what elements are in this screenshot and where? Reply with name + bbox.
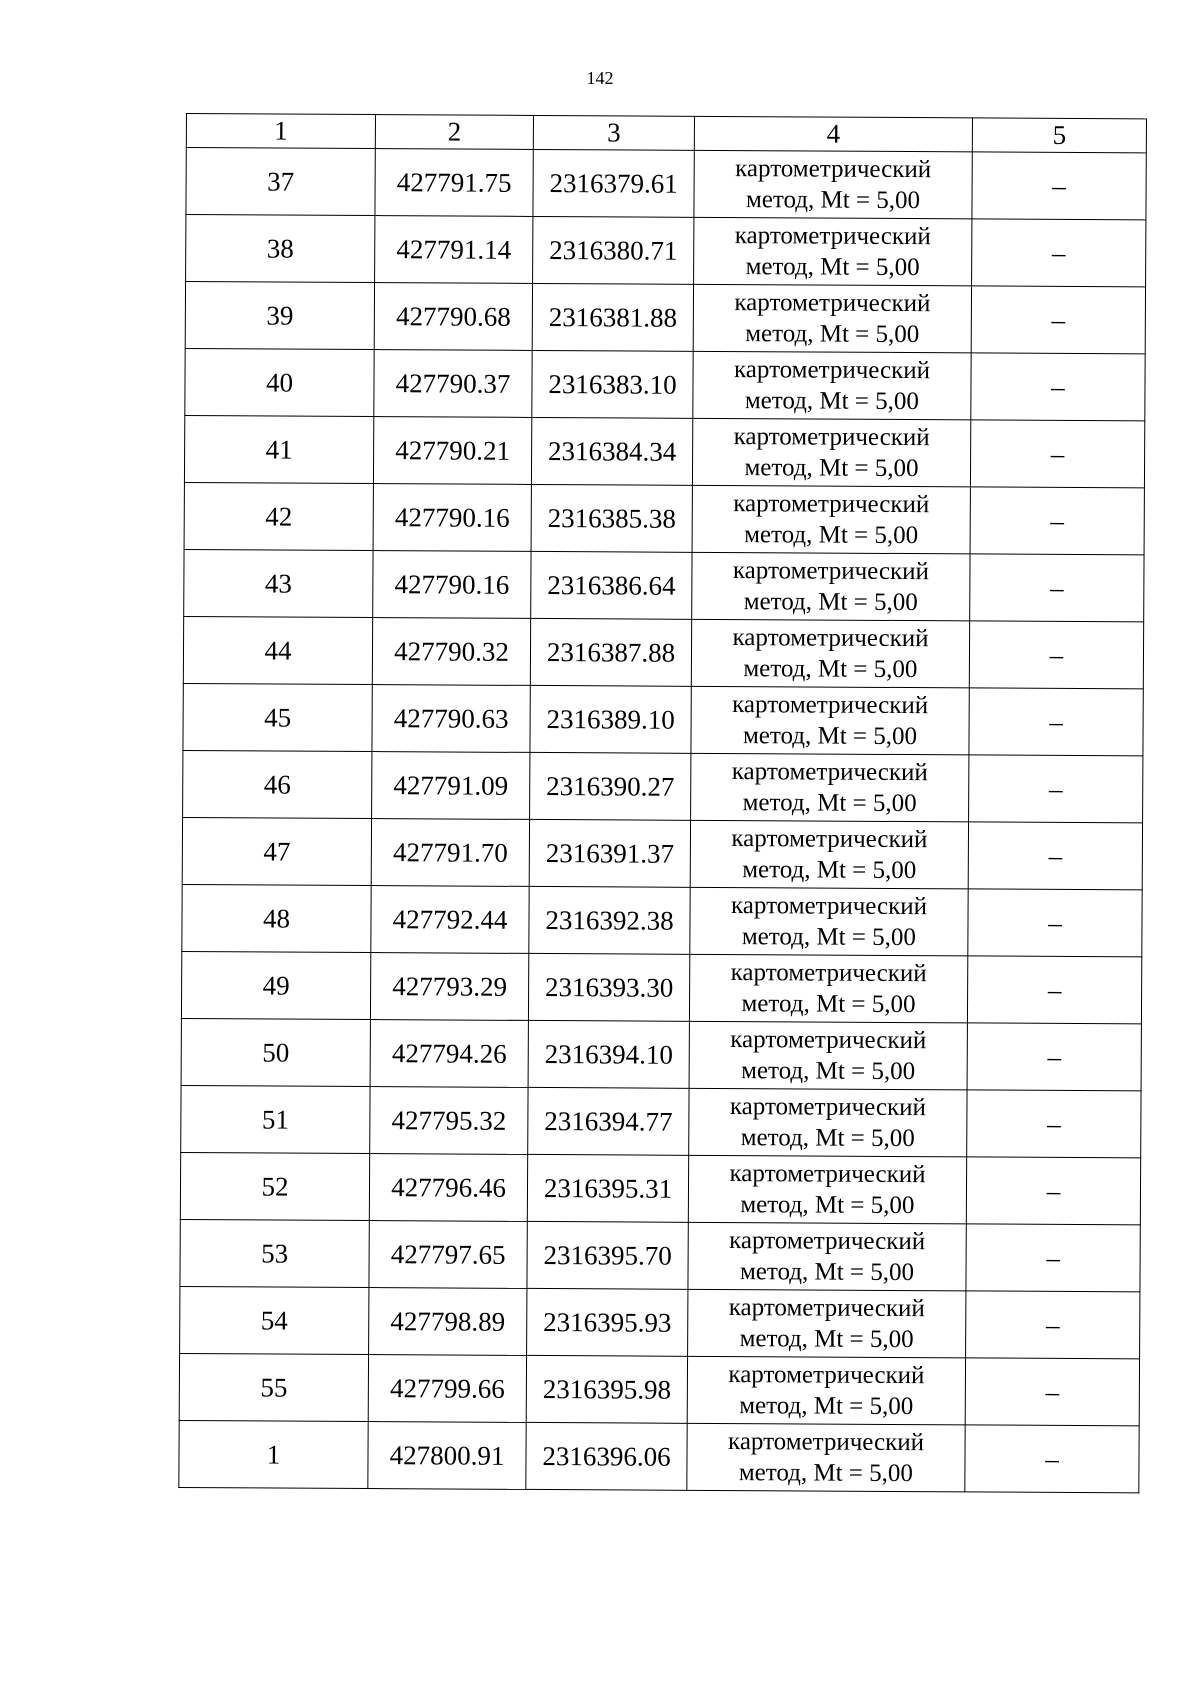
y-coordinate-cell: 2316395.31	[527, 1154, 688, 1222]
method-cell	[694, 217, 972, 286]
point-number-cell: 38	[186, 215, 375, 283]
method-line-1: картометрический	[730, 959, 927, 988]
method-cell	[693, 284, 971, 353]
header-cell-1: 1	[186, 114, 375, 149]
x-coordinate-cell: 427796.46	[369, 1154, 527, 1222]
method-line-2: метод, Mt = 5,00	[745, 320, 920, 349]
x-coordinate-cell: 427791.14	[375, 216, 533, 284]
point-number-cell: 41	[184, 415, 373, 483]
table-row	[185, 282, 1145, 354]
method-line-1: картометрический	[729, 1160, 926, 1189]
table-row	[180, 1286, 1140, 1358]
method-cell	[687, 1423, 965, 1492]
method-line-1: картометрический	[728, 1428, 925, 1457]
method-line-1: картометрический	[732, 624, 929, 653]
point-number-cell: 39	[185, 282, 374, 350]
method-line-2: метод, Mt = 5,00	[742, 722, 918, 751]
method-line-2: метод, Mt = 5,00	[744, 387, 919, 416]
y-coordinate-cell: 2316395.93	[527, 1288, 688, 1356]
point-number-cell: 48	[182, 884, 371, 952]
x-coordinate-cell: 427791.75	[375, 149, 533, 217]
note-cell: –	[971, 353, 1145, 421]
note-cell: –	[967, 1090, 1141, 1158]
method-cell	[691, 619, 969, 688]
method-cell	[694, 150, 972, 219]
point-number-cell: 47	[182, 817, 371, 885]
point-number-cell: 49	[181, 951, 370, 1019]
x-coordinate-cell: 427791.09	[372, 752, 530, 820]
method-cell	[692, 485, 970, 554]
note-cell: –	[969, 621, 1143, 689]
x-coordinate-cell: 427798.89	[369, 1288, 527, 1356]
table-row	[183, 616, 1143, 688]
note-cell: –	[966, 1224, 1140, 1292]
table-row	[185, 348, 1145, 420]
note-cell: –	[965, 1425, 1139, 1493]
point-number-cell: 43	[184, 549, 373, 617]
method-line-1: картометрический	[728, 1361, 925, 1390]
note-cell: –	[966, 1157, 1140, 1225]
point-number-cell: 53	[180, 1219, 369, 1287]
point-number-cell: 40	[185, 348, 374, 416]
table-row	[186, 215, 1146, 287]
point-number-cell: 1	[179, 1420, 368, 1488]
method-cell	[691, 686, 969, 755]
method-line-2: метод, Mt = 5,00	[745, 253, 920, 282]
method-line-2: метод, Mt = 5,00	[743, 588, 918, 617]
x-coordinate-cell: 427793.29	[370, 953, 528, 1021]
header-row	[186, 114, 1146, 153]
point-number-cell: 55	[179, 1353, 368, 1421]
y-coordinate-cell: 2316380.71	[533, 216, 694, 284]
method-cell	[691, 753, 969, 822]
y-coordinate-cell: 2316385.38	[531, 484, 692, 552]
x-coordinate-cell: 427799.66	[368, 1355, 526, 1423]
table-row	[182, 884, 1142, 956]
method-cell	[688, 1222, 966, 1291]
x-coordinate-cell: 427790.32	[372, 618, 530, 686]
y-coordinate-cell: 2316395.98	[526, 1355, 687, 1423]
table-row	[184, 415, 1144, 487]
table-row	[181, 1085, 1141, 1157]
method-line-1: картометрический	[731, 825, 928, 854]
table-row	[181, 951, 1141, 1023]
method-line-1: картометрический	[734, 222, 931, 251]
method-line-1: картометрический	[730, 1026, 927, 1055]
point-number-cell: 46	[183, 750, 372, 818]
method-cell	[689, 1088, 967, 1157]
method-cell	[692, 552, 970, 621]
method-line-1: картометрический	[729, 1227, 926, 1256]
x-coordinate-cell: 427790.37	[374, 350, 532, 418]
method-line-1: картометрический	[728, 1294, 925, 1323]
method-line-2: метод, Mt = 5,00	[742, 856, 917, 885]
note-cell: –	[965, 1358, 1139, 1426]
method-line-2: метод, Mt = 5,00	[741, 923, 916, 952]
x-coordinate-cell: 427790.68	[374, 283, 532, 351]
method-line-2: метод, Mt = 5,00	[740, 1124, 915, 1153]
header-cell-3: 3	[533, 115, 694, 150]
y-coordinate-cell: 2316381.88	[532, 283, 693, 351]
method-line-2: метод, Mt = 5,00	[739, 1258, 915, 1287]
point-number-cell: 51	[181, 1085, 370, 1153]
table-body	[179, 148, 1146, 1493]
coordinates-table	[178, 113, 1147, 1493]
note-cell: –	[969, 688, 1143, 756]
point-number-cell: 44	[183, 616, 372, 684]
table-row	[181, 1018, 1141, 1090]
point-number-cell: 37	[186, 148, 375, 216]
method-line-2: метод, Mt = 5,00	[744, 521, 919, 550]
method-line-1: картометрический	[732, 557, 930, 586]
note-cell: –	[972, 219, 1146, 287]
note-cell: –	[967, 1023, 1141, 1091]
y-coordinate-cell: 2316387.88	[530, 618, 691, 686]
method-cell	[688, 1289, 966, 1358]
note-cell: –	[970, 487, 1144, 555]
x-coordinate-cell: 427797.65	[369, 1221, 527, 1289]
method-line-1: картометрический	[733, 423, 930, 452]
note-cell: –	[971, 286, 1145, 354]
point-number-cell: 45	[183, 683, 372, 751]
note-cell: –	[969, 755, 1143, 823]
method-line-2: метод, Mt = 5,00	[743, 655, 918, 684]
table-row	[184, 482, 1144, 554]
page-number: 142	[586, 68, 614, 88]
y-coordinate-cell: 2316392.38	[529, 886, 690, 954]
method-line-2: метод, Mt = 5,00	[744, 454, 919, 483]
y-coordinate-cell: 2316379.61	[533, 149, 694, 217]
x-coordinate-cell: 427790.21	[373, 417, 531, 485]
point-number-cell: 42	[184, 482, 373, 550]
note-cell: –	[967, 956, 1141, 1024]
header-cell-5: 5	[972, 118, 1146, 153]
y-coordinate-cell: 2316395.70	[527, 1221, 688, 1289]
method-line-2: метод, Mt = 5,00	[739, 1392, 914, 1421]
method-line-1: картометрический	[735, 155, 932, 184]
note-cell: –	[970, 554, 1144, 622]
table-row	[184, 549, 1144, 621]
note-cell: –	[968, 822, 1142, 890]
note-cell: –	[972, 152, 1146, 220]
x-coordinate-cell: 427790.63	[372, 685, 530, 753]
method-cell	[688, 1155, 966, 1224]
y-coordinate-cell: 2316386.64	[531, 551, 692, 619]
x-coordinate-cell: 427792.44	[371, 886, 529, 954]
method-cell	[690, 820, 968, 889]
table-row	[183, 750, 1143, 822]
coordinates-table-wrapper	[178, 113, 1146, 1493]
x-coordinate-cell: 427795.32	[370, 1087, 528, 1155]
method-line-1: картометрический	[731, 758, 928, 787]
method-line-1: картометрический	[734, 356, 931, 385]
y-coordinate-cell: 2316383.10	[532, 350, 693, 418]
y-coordinate-cell: 2316390.27	[530, 752, 691, 820]
header-cell-2: 2	[375, 115, 533, 150]
method-cell	[689, 1021, 967, 1090]
method-line-2: метод, Mt = 5,00	[741, 1057, 916, 1086]
note-cell: –	[966, 1291, 1140, 1359]
method-line-2: метод, Mt = 5,00	[740, 1191, 915, 1220]
method-cell	[693, 351, 971, 420]
note-cell: –	[968, 889, 1142, 957]
x-coordinate-cell: 427800.91	[368, 1422, 526, 1490]
y-coordinate-cell: 2316389.10	[530, 685, 691, 753]
y-coordinate-cell: 2316394.77	[528, 1087, 689, 1155]
point-number-cell: 52	[180, 1152, 369, 1220]
table-row	[180, 1219, 1140, 1291]
method-line-2: метод, Mt = 5,00	[745, 186, 921, 215]
table-row	[186, 148, 1146, 220]
method-line-2: метод, Mt = 5,00	[738, 1459, 914, 1488]
note-cell: –	[970, 420, 1144, 488]
y-coordinate-cell: 2316396.06	[526, 1422, 687, 1490]
table-row	[182, 817, 1142, 889]
table-header	[186, 114, 1146, 153]
table-row	[183, 683, 1143, 755]
method-cell	[689, 954, 967, 1023]
x-coordinate-cell: 427794.26	[370, 1020, 528, 1088]
point-number-cell: 50	[181, 1018, 370, 1086]
y-coordinate-cell: 2316394.10	[528, 1020, 689, 1088]
method-line-1: картометрический	[734, 289, 931, 318]
method-cell	[690, 887, 968, 956]
method-line-1: картометрический	[732, 691, 929, 720]
y-coordinate-cell: 2316391.37	[529, 819, 690, 887]
x-coordinate-cell: 427790.16	[373, 484, 531, 552]
x-coordinate-cell: 427790.16	[373, 551, 531, 619]
method-line-2: метод, Mt = 5,00	[739, 1325, 914, 1354]
y-coordinate-cell: 2316393.30	[528, 953, 689, 1021]
table-row	[179, 1353, 1139, 1425]
method-line-2: метод, Mt = 5,00	[742, 789, 917, 818]
method-line-1: картометрический	[733, 490, 930, 519]
table-row	[179, 1420, 1139, 1492]
y-coordinate-cell: 2316384.34	[531, 417, 692, 485]
point-number-cell: 54	[180, 1286, 369, 1354]
table-row	[180, 1152, 1140, 1224]
method-cell	[687, 1356, 965, 1425]
method-cell	[692, 418, 970, 487]
method-line-2: метод, Mt = 5,00	[741, 990, 916, 1019]
method-line-1: картометрический	[731, 892, 928, 921]
x-coordinate-cell: 427791.70	[371, 819, 529, 887]
header-cell-4: 4	[694, 116, 972, 152]
method-line-1: картометрический	[729, 1093, 927, 1122]
